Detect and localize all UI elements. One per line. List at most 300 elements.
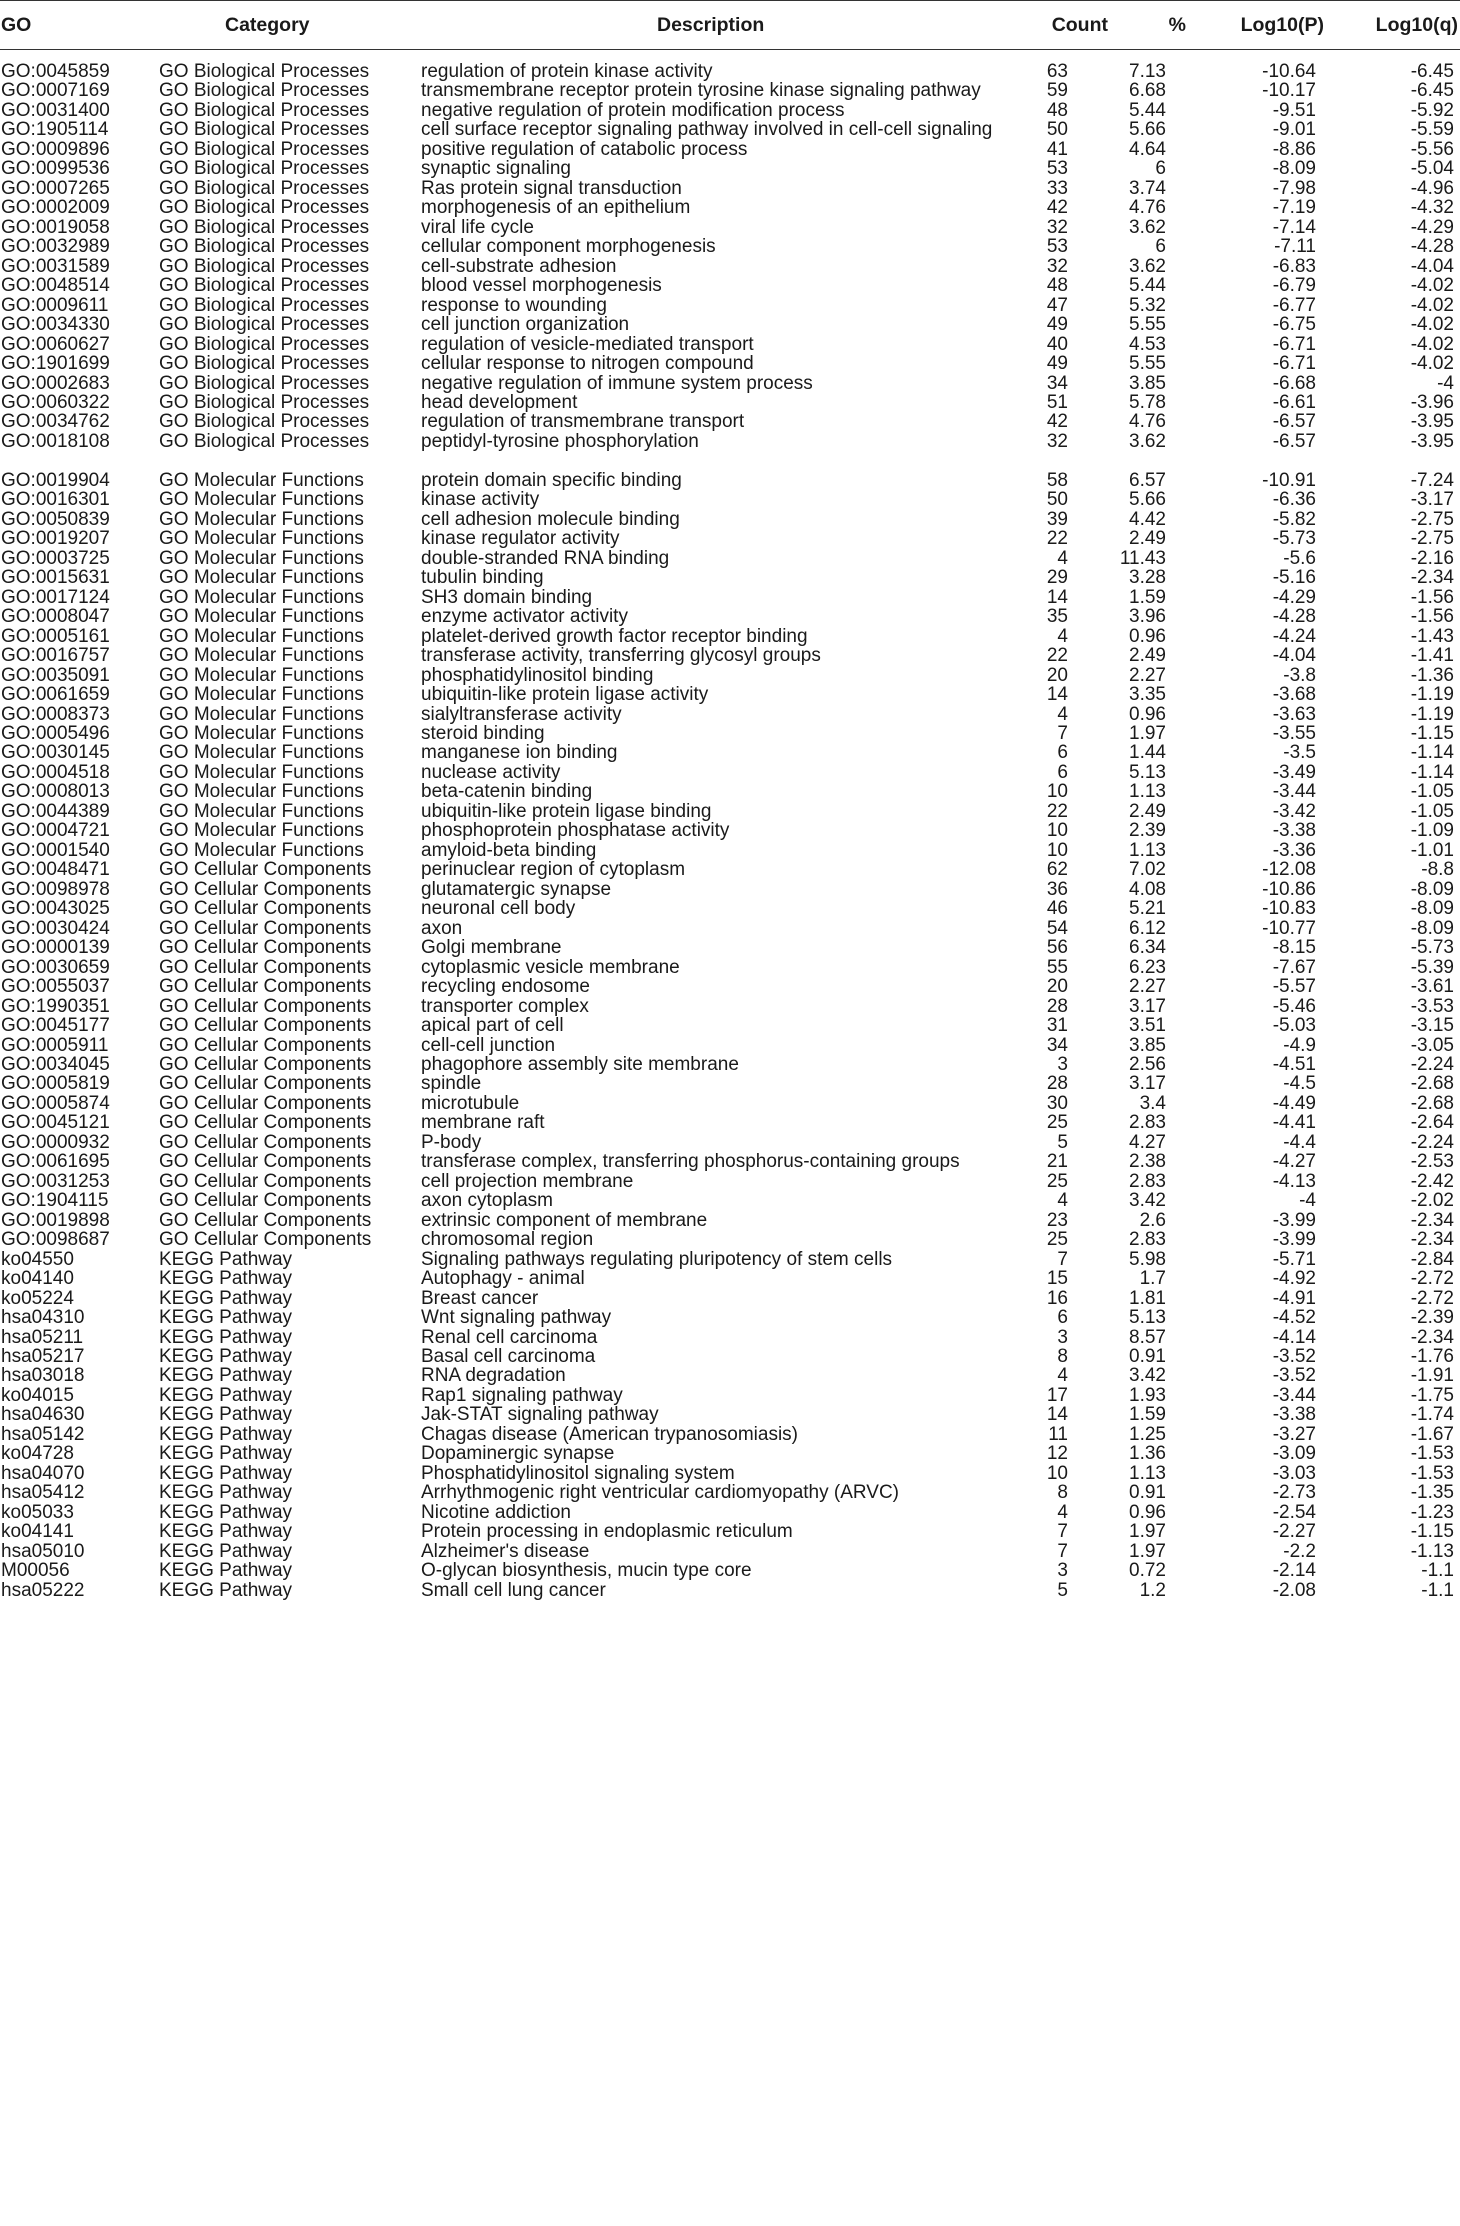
row-category: KEGG Pathway [159,1423,293,1445]
row-go: GO:0018108 [1,430,110,452]
row-log-q: -1.14 [1410,761,1454,783]
row-count: 47 [1046,294,1068,316]
row-go: GO:1901699 [1,353,110,375]
row-log-q: -1.67 [1410,1423,1454,1445]
row-log-q: -2.02 [1410,1190,1454,1212]
row-category: GO Molecular Functions [159,469,364,491]
row-description: Renal cell carcinoma [421,1326,598,1348]
row-count: 23 [1046,1209,1068,1231]
row-log-p: -6.36 [1272,489,1316,511]
row-go: GO:0008013 [1,781,110,803]
row-category: GO Cellular Components [159,995,372,1017]
row-percent: 1.59 [1129,586,1166,608]
row-percent: 1.44 [1129,742,1166,764]
row-percent: 5.13 [1129,761,1166,783]
row-description: phagophore assembly site membrane [421,1053,739,1075]
row-percent: 6.12 [1129,917,1166,939]
row-category: GO Biological Processes [159,119,370,141]
row-description: ubiquitin-like protein ligase activity [421,684,709,706]
row-go: hsa05217 [1,1346,85,1368]
row-count: 34 [1046,1034,1068,1056]
row-category: GO Biological Processes [159,372,370,394]
row-log-p: -6.57 [1272,430,1316,452]
row-category: GO Cellular Components [159,1151,372,1173]
row-category: GO Biological Processes [159,294,370,316]
row-log-q: -2.34 [1410,1229,1454,1251]
row-description: cell projection membrane [421,1170,634,1192]
row-description: extrinsic component of membrane [421,1209,708,1231]
row-log-q: -4.04 [1410,255,1454,277]
row-log-p: -4.14 [1272,1326,1316,1348]
row-count: 25 [1046,1112,1068,1134]
row-log-p: -5.03 [1272,1015,1316,1037]
row-category: GO Biological Processes [159,333,370,355]
row-category: GO Molecular Functions [159,722,364,744]
row-count: 14 [1046,586,1068,608]
row-log-q: -3.15 [1410,1015,1454,1037]
row-log-p: -12.08 [1262,859,1316,881]
row-count: 17 [1046,1384,1068,1406]
row-go: GO:0048514 [1,275,110,297]
row-count: 22 [1046,645,1068,667]
row-category: GO Biological Processes [159,138,370,160]
row-go: ko04550 [1,1248,74,1270]
row-category: KEGG Pathway [159,1560,293,1582]
row-go: GO:0061695 [1,1151,110,1173]
row-count: 5 [1057,1579,1068,1601]
row-percent: 0.96 [1129,703,1166,725]
row-category: KEGG Pathway [159,1540,293,1562]
row-category: GO Cellular Components [159,1053,372,1075]
row-log-q: -1.13 [1410,1540,1454,1562]
row-log-p: -5.71 [1272,1248,1316,1270]
row-category: KEGG Pathway [159,1268,293,1290]
row-percent: 4.64 [1129,138,1166,160]
row-log-p: -4.5 [1283,1073,1316,1095]
row-log-p: -10.83 [1262,898,1316,920]
row-percent: 4.53 [1129,333,1166,355]
row-log-q: -2.24 [1410,1053,1454,1075]
row-percent: 1.7 [1139,1268,1166,1290]
row-go: M00056 [1,1560,70,1582]
row-count: 39 [1046,508,1068,530]
row-category: GO Biological Processes [159,391,370,413]
row-count: 20 [1046,976,1068,998]
row-log-p: -3.52 [1272,1346,1316,1368]
row-description: response to wounding [421,294,607,316]
row-description: sialyltransferase activity [421,703,622,725]
row-category: GO Biological Processes [159,430,370,452]
row-percent: 3.42 [1129,1190,1166,1212]
row-log-p: -6.71 [1272,353,1316,375]
row-log-p: -3.49 [1272,761,1316,783]
row-log-q: -1.15 [1410,722,1454,744]
row-log-p: -2.2 [1283,1540,1316,1562]
row-percent: 8.57 [1129,1326,1166,1348]
row-description: platelet-derived growth factor receptor binding [421,625,808,647]
row-log-p: -7.19 [1272,197,1316,219]
row-percent: 3.51 [1129,1015,1166,1037]
row-description: cytoplasmic vesicle membrane [421,956,680,978]
row-percent: 3.74 [1129,177,1166,199]
row-description: Ras protein signal transduction [421,177,682,199]
row-count: 3 [1057,1053,1068,1075]
row-go: hsa05142 [1,1423,85,1445]
row-count: 58 [1046,469,1068,491]
row-log-q: -1.41 [1410,645,1454,667]
row-description: Dopaminergic synapse [421,1443,615,1465]
row-log-p: -10.91 [1262,469,1316,491]
row-go: GO:0031253 [1,1170,110,1192]
row-category: GO Molecular Functions [159,664,364,686]
row-log-p: -4.49 [1272,1092,1316,1114]
row-log-p: -7.14 [1272,216,1316,238]
row-count: 22 [1046,528,1068,550]
row-category: GO Molecular Functions [159,645,364,667]
row-percent: 3.17 [1129,995,1166,1017]
row-count: 59 [1046,80,1068,102]
row-category: GO Cellular Components [159,1131,372,1153]
row-log-p: -6.77 [1272,294,1316,316]
row-percent: 5.13 [1129,1307,1166,1329]
row-log-q: -1.35 [1410,1482,1454,1504]
row-description: regulation of protein kinase activity [421,61,713,82]
row-log-q: -1.74 [1410,1404,1454,1426]
row-percent: 1.97 [1129,722,1166,744]
row-go: ko04728 [1,1443,74,1465]
row-category: GO Cellular Components [159,1170,372,1192]
row-log-q: -4.02 [1410,353,1454,375]
row-log-q: -4 [1437,372,1454,394]
row-percent: 0.91 [1129,1482,1166,1504]
row-percent: 1.13 [1129,781,1166,803]
row-log-p: -4.4 [1283,1131,1316,1153]
row-description: glutamatergic synapse [421,878,612,900]
row-count: 62 [1046,859,1068,881]
row-go: hsa05010 [1,1540,85,1562]
row-log-p: -2.14 [1272,1560,1316,1582]
row-description: Rap1 signaling pathway [421,1384,623,1406]
row-percent: 2.83 [1129,1112,1166,1134]
row-log-q: -5.39 [1410,956,1454,978]
row-category: GO Cellular Components [159,1209,372,1231]
row-go: GO:0060322 [1,391,110,413]
row-log-q: -2.72 [1410,1268,1454,1290]
row-log-p: -6.83 [1272,255,1316,277]
row-log-p: -3.99 [1272,1209,1316,1231]
row-count: 10 [1046,1462,1068,1484]
row-go: hsa05211 [1,1326,84,1348]
row-log-p: -8.09 [1272,158,1316,180]
row-log-p: -3.38 [1272,1404,1316,1426]
row-percent: 1.97 [1129,1540,1166,1562]
row-description: spindle [421,1073,482,1095]
row-category: GO Molecular Functions [159,528,364,550]
row-percent: 2.56 [1129,1053,1166,1075]
row-category: GO Cellular Components [159,1112,372,1134]
row-category: KEGG Pathway [159,1482,293,1504]
row-description: Small cell lung cancer [421,1579,606,1601]
row-category: GO Biological Processes [159,197,370,219]
row-count: 20 [1046,664,1068,686]
row-description: phosphatidylinositol binding [421,664,654,686]
row-log-p: -4.13 [1272,1170,1316,1192]
row-go: GO:0016757 [1,645,110,667]
row-log-p: -4.9 [1283,1034,1316,1056]
row-count: 50 [1046,119,1068,141]
row-go: GO:0005911 [1,1034,109,1056]
row-percent: 4.42 [1129,508,1166,530]
row-count: 35 [1046,606,1068,628]
row-log-p: -4.27 [1272,1151,1316,1173]
row-category: KEGG Pathway [159,1287,293,1309]
row-log-p: -7.67 [1272,956,1316,978]
row-description: transmembrane receptor protein tyrosine kinase signaling pathway [421,80,981,102]
row-percent: 6.23 [1129,956,1166,978]
row-go: GO:0015631 [1,567,110,589]
row-log-q: -1.05 [1410,781,1454,803]
row-log-p: -5.82 [1272,508,1316,530]
row-description: viral life cycle [421,216,534,238]
row-go: hsa05222 [1,1579,85,1601]
row-percent: 5.21 [1129,898,1166,920]
row-percent: 3.85 [1129,372,1166,394]
row-log-p: -8.86 [1272,138,1316,160]
row-log-p: -4 [1299,1190,1316,1212]
row-count: 16 [1046,1287,1068,1309]
row-log-q: -2.64 [1410,1112,1454,1134]
row-percent: 5.44 [1129,99,1166,121]
row-description: P-body [421,1131,482,1153]
row-percent: 4.76 [1129,197,1166,219]
row-count: 4 [1057,1365,1068,1387]
row-log-p: -5.16 [1272,567,1316,589]
row-description: apical part of cell [421,1015,564,1037]
row-percent: 3.17 [1129,1073,1166,1095]
row-go: GO:0017124 [1,586,110,608]
row-count: 30 [1046,1092,1068,1114]
row-go: GO:0007265 [1,177,110,199]
row-category: GO Cellular Components [159,859,372,881]
header-percent: % [1168,14,1186,36]
row-count: 33 [1046,177,1068,199]
row-count: 6 [1057,761,1068,783]
row-go: GO:0000139 [1,937,110,959]
row-go: GO:0008373 [1,703,110,725]
row-percent: 2.49 [1129,645,1166,667]
row-description: kinase activity [421,489,540,511]
row-log-q: -2.39 [1410,1307,1454,1329]
row-log-p: -6.71 [1272,333,1316,355]
row-description: Chagas disease (American trypanosomiasis) [421,1423,798,1445]
row-log-q: -6.45 [1410,61,1454,82]
row-category: GO Cellular Components [159,1190,372,1212]
row-log-p: -10.17 [1262,80,1316,102]
row-category: GO Cellular Components [159,956,372,978]
row-description: Alzheimer's disease [421,1540,590,1562]
row-go: GO:0004721 [1,820,110,842]
row-go: GO:0031400 [1,99,110,121]
row-log-p: -4.41 [1272,1112,1316,1134]
row-log-p: -10.64 [1262,61,1316,82]
row-percent: 6.34 [1129,937,1166,959]
row-count: 48 [1046,275,1068,297]
row-go: GO:0044389 [1,800,110,822]
row-count: 14 [1046,1404,1068,1426]
row-percent: 2.83 [1129,1170,1166,1192]
row-percent: 2.38 [1129,1151,1166,1173]
row-count: 3 [1057,1560,1068,1582]
row-log-p: -5.73 [1272,528,1316,550]
row-count: 6 [1057,1307,1068,1329]
row-log-p: -6.79 [1272,275,1316,297]
row-description: SH3 domain binding [421,586,593,608]
row-log-q: -4.28 [1410,236,1454,258]
row-log-q: -1.43 [1410,625,1454,647]
row-description: cellular response to nitrogen compound [421,353,754,375]
row-percent: 1.13 [1129,839,1166,861]
row-count: 4 [1057,703,1068,725]
row-log-q: -3.95 [1410,411,1454,433]
row-category: GO Molecular Functions [159,547,364,569]
row-description: blood vessel morphogenesis [421,275,662,297]
row-percent: 2.39 [1129,820,1166,842]
row-log-p: -6.68 [1272,372,1316,394]
row-category: KEGG Pathway [159,1326,293,1348]
row-category: GO Cellular Components [159,1229,372,1251]
row-log-q: -3.61 [1410,976,1454,998]
row-count: 49 [1046,314,1068,336]
row-count: 8 [1057,1482,1068,1504]
row-percent: 3.96 [1129,606,1166,628]
row-log-p: -3.63 [1272,703,1316,725]
row-log-q: -1.1 [1421,1579,1454,1601]
row-log-q: -5.92 [1410,99,1454,121]
row-category: GO Molecular Functions [159,800,364,822]
row-description: double-stranded RNA binding [421,547,670,569]
row-percent: 1.25 [1129,1423,1166,1445]
row-log-q: -2.68 [1410,1092,1454,1114]
row-description: nuclease activity [421,761,561,783]
row-category: GO Molecular Functions [159,761,364,783]
row-percent: 7.13 [1129,61,1166,82]
row-percent: 3.42 [1129,1365,1166,1387]
row-percent: 2.49 [1129,800,1166,822]
row-log-q: -1.05 [1410,800,1454,822]
row-percent: 5.66 [1129,489,1166,511]
row-category: GO Cellular Components [159,937,372,959]
row-log-q: -1.36 [1410,664,1454,686]
row-count: 5 [1057,1131,1068,1153]
row-description: transferase activity, transferring glycosyl groups [421,645,821,667]
row-go: GO:0098687 [1,1229,110,1251]
row-category: GO Molecular Functions [159,508,364,530]
row-log-q: -2.34 [1410,1209,1454,1231]
row-count: 12 [1046,1443,1068,1465]
row-log-q: -5.59 [1410,119,1454,141]
row-log-p: -3.09 [1272,1443,1316,1465]
row-go: hsa04310 [1,1307,85,1329]
row-go: hsa04630 [1,1404,85,1426]
row-description: cell junction organization [421,314,630,336]
row-log-q: -4.02 [1410,314,1454,336]
row-log-q: -3.95 [1410,430,1454,452]
row-category: GO Biological Processes [159,275,370,297]
row-description: cell-cell junction [421,1034,556,1056]
row-go: GO:0009896 [1,138,110,160]
row-log-q: -2.68 [1410,1073,1454,1095]
row-count: 49 [1046,353,1068,375]
row-description: ubiquitin-like protein ligase binding [421,800,712,822]
row-description: cell adhesion molecule binding [421,508,680,530]
row-count: 29 [1046,567,1068,589]
row-description: regulation of transmembrane transport [421,411,745,433]
row-description: axon [421,917,463,939]
row-category: KEGG Pathway [159,1365,293,1387]
row-percent: 1.93 [1129,1384,1166,1406]
row-go: GO:0016301 [1,489,110,511]
header-go: GO [1,14,32,36]
row-log-p: -2.54 [1272,1501,1316,1523]
row-count: 11 [1048,1423,1068,1445]
row-go: GO:0034330 [1,314,110,336]
row-description: kinase regulator activity [421,528,620,550]
row-go: GO:0005161 [1,625,110,647]
row-description: Breast cancer [421,1287,539,1309]
row-count: 34 [1046,372,1068,394]
row-log-p: -3.03 [1272,1462,1316,1484]
row-count: 10 [1046,839,1068,861]
row-category: GO Biological Processes [159,353,370,375]
header-category: Category [225,14,310,36]
row-count: 4 [1057,1501,1068,1523]
row-category: GO Biological Processes [159,61,370,82]
row-log-q: -1.19 [1410,684,1454,706]
row-log-q: -4.02 [1410,294,1454,316]
row-log-p: -3.27 [1272,1423,1316,1445]
row-percent: 3.62 [1129,255,1166,277]
row-count: 7 [1057,722,1068,744]
row-description: Wnt signaling pathway [421,1307,612,1329]
row-description: beta-catenin binding [421,781,593,803]
row-percent: 1.36 [1129,1443,1166,1465]
row-log-q: -8.09 [1410,917,1454,939]
row-log-p: -4.91 [1272,1287,1316,1309]
row-percent: 3.85 [1129,1034,1166,1056]
row-description: Autophagy - animal [421,1268,585,1290]
row-go: GO:0050839 [1,508,110,530]
row-log-q: -2.16 [1410,547,1454,569]
row-category: GO Biological Processes [159,255,370,277]
row-log-p: -4.29 [1272,586,1316,608]
row-count: 56 [1046,937,1068,959]
row-category: KEGG Pathway [159,1443,293,1465]
row-category: GO Biological Processes [159,314,370,336]
row-count: 51 [1046,391,1068,413]
row-count: 41 [1046,138,1068,160]
row-category: GO Molecular Functions [159,625,364,647]
row-log-q: -4.02 [1410,333,1454,355]
row-log-q: -1.23 [1410,1501,1454,1523]
row-count: 4 [1057,625,1068,647]
row-description: membrane raft [421,1112,545,1134]
row-log-p: -3.44 [1272,781,1316,803]
row-go: ko05224 [1,1287,74,1309]
row-go: GO:0045859 [1,61,110,82]
row-go: GO:0000932 [1,1131,110,1153]
row-go: GO:0004518 [1,761,110,783]
row-log-p: -5.57 [1272,976,1316,998]
